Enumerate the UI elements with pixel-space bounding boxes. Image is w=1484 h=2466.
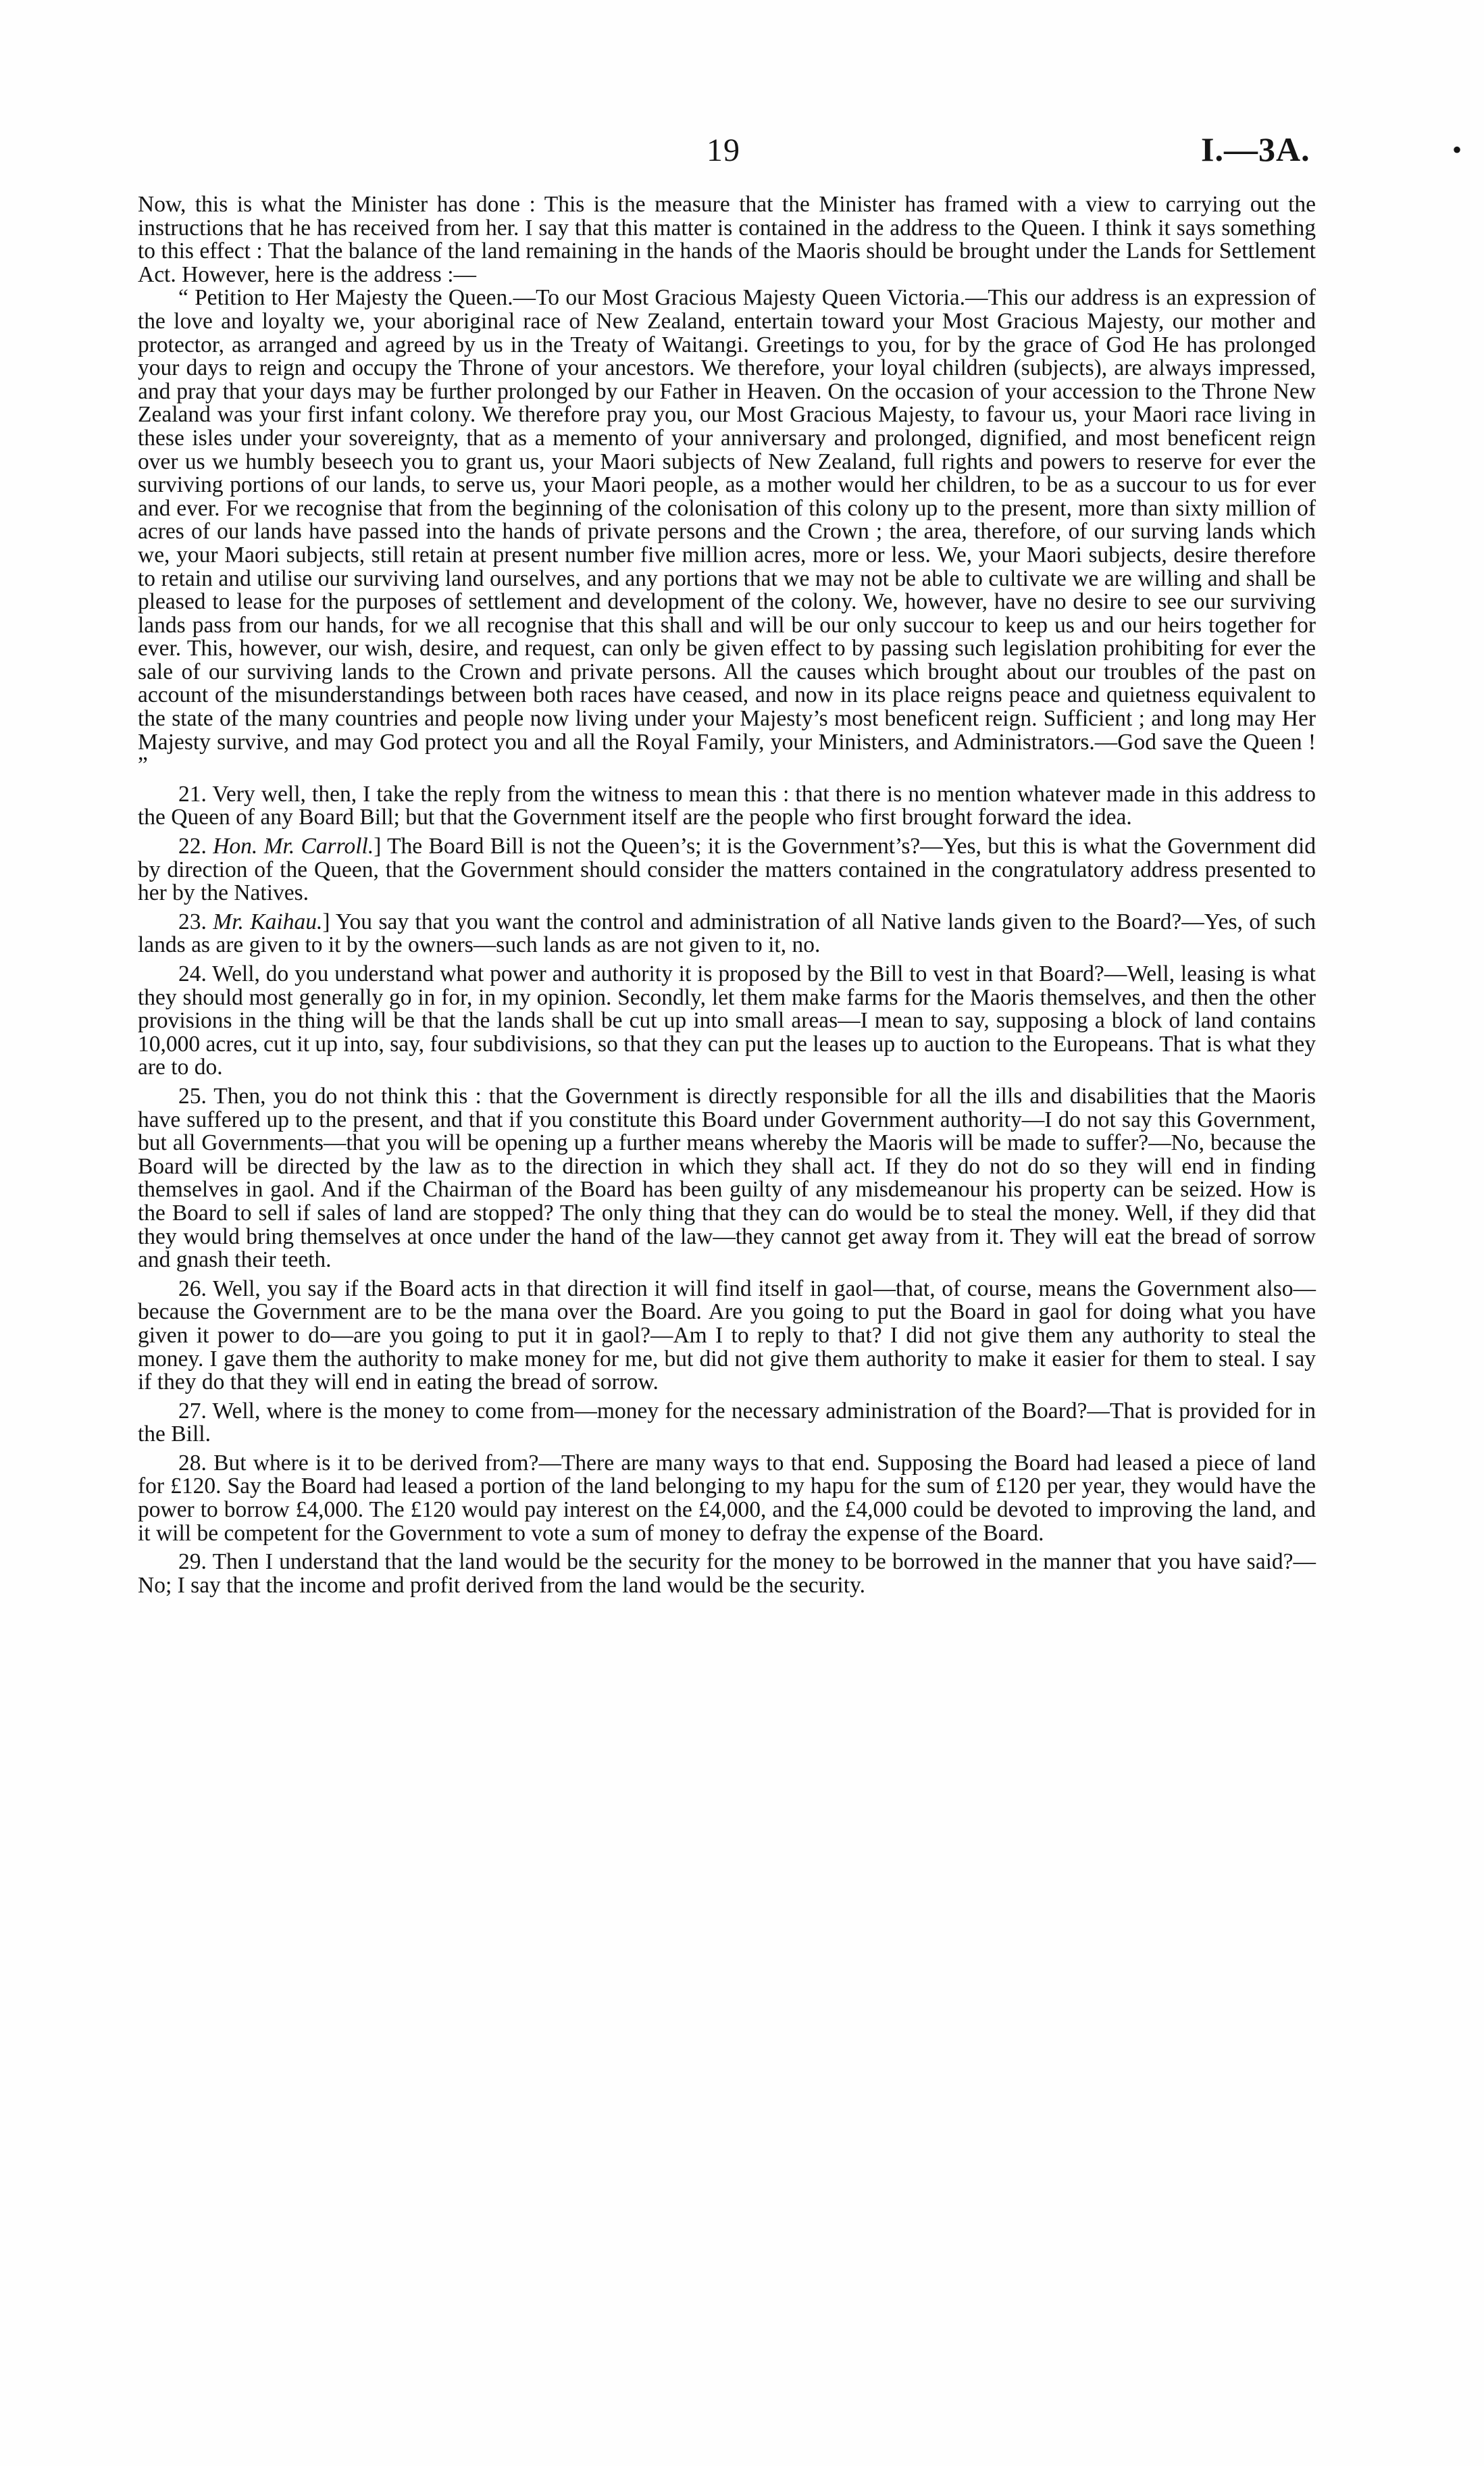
question-26-paragraph: 26. Well, you say if the Board acts in that direction it will find itself in gaol—that, of course, means the Government also—because the Government are to be the mana over the Board. Are you going to put the Board in gaol for doing what you have given it power to do—are you going to put it in gaol?—Am I to reply to that? I did not give them any authority to steal the money. I gave them the authority to make money for me, but did not give them authority to make it easier for them to steal. I say if they do that they will end in eating the bread of sorrow. xyxy=(138,1276,1316,1395)
question-23-paragraph xyxy=(138,911,1316,957)
question-29-paragraph: 29. Then I understand that the land would be the security for the money to be borrowed in the manner that you have said?—No; I say that the income and profit derived from the land would be the security. xyxy=(138,1549,1316,1598)
question-28-paragraph: 28. But where is it to be derived from?—There are many ways to that end. Supposing the Board had leased a piece of land for £120. Say the Board had leased a portion of the land belonging to my hapu for the sum of £120 per year, they would have the power to borrow £4,000. The £120 would pay interest on the £4,000, and the £4,000 could be devoted to improving the land, and it will be competent for the Government to vote a sum of money to defray the expense of the Board. xyxy=(138,1450,1316,1546)
petition-paragraph: “ Petition to Her Majesty the Queen.—To our Most Gracious Majesty Queen Victoria.—This our address is an expression of the love and loyalty we, your aboriginal race of New Zealand, entertain toward your Most Gracious Majesty, our mother and protector, as arranged and agreed by us in the Treaty of Waitangi. Greetings to you, for by the grace of God He has prolonged your days to reign and occupy the Throne of your ancestors. We therefore, your loyal children (subjects), are always impressed, and pray that your days may be further prolonged by our Father in Heaven. On the occasion of your accession to the Throne New Zealand was your first infant colony. We therefore pray you, our Most Gracious Majesty, to favour us, your Maori race living in these isles under your sovereignty, that as a memento of your anniversary and prolonged, dignified, and most beneficent reign over us we humbly beseech you to grant us, your Maori subjects of New Zealand, full rights and powers to reserve for ever the surviving portions of our lands, to serve us, your Maori people, as a mother would her children, to be as a succour to us for ever and ever. For we recognise that from the beginning of the colonisation of this colony up to the present, more than sixty million of acres of our lands have passed into the hands of private persons and the Crown ; the area, therefore, of our surving lands which we, your Maori subjects, still retain at present number five million acres, more or less. We, your Maori subjects, desire therefore to retain and utilise our surviving land ourselves, and any portions that we may not be able to cultivate we are willing and shall be pleased to lease for the purposes of settlement and development of the colony. We, however, have no desire to see our surviving lands pass from our hands, for we all recognise that this shall and will be our only succour to keep us and our heirs together for ever. This, however, our wish, desire, and request, can only be given effect to by passing such legislation prohibiting for ever the sale of our surviving lands to the Crown and private persons. All the causes which brought about our troubles of the past on account of the misunderstandings between both races have ceased, and now in its place reigns peace and quietness equivalent to the state of the many countries and people now living under your Majesty’s most beneficent reign. Sufficient ; and long may Her Majesty survive, and may God protect you and all the Royal Family, your Ministers, and Administrators.—God save the Queen ! ” xyxy=(138,285,1316,778)
page-number: 19 xyxy=(707,132,740,168)
document-body xyxy=(138,193,1316,1597)
speaker-bracket: ] xyxy=(322,909,330,934)
question-text: You say that you want the control and administration of all Native lands given to the Board?—Yes, of such lands as are given to it by the owners—such lands as are not given to it, no. xyxy=(138,909,1316,958)
question-number: 23. xyxy=(178,909,207,934)
intro-paragraph: Now, this is what the Minister has done : This is the measure that the Minister has framed with a view to carrying out the instructions that he has received from her. I say that this matter is contained in the address to the Queen. I think it says something to this effect : That the balance of the land remaining in the hands of the Maoris should be brought under the Lands for Settlement Act. However, here is the address :— xyxy=(138,192,1316,287)
speaker-bracket: ] xyxy=(374,834,382,859)
speaker-name: Hon. Mr. Carroll. xyxy=(213,834,374,859)
question-27-paragraph: 27. Well, where is the money to come from—money for the necessary administration of the Board?—That is provided for in the Bill. xyxy=(138,1398,1316,1447)
speaker-name: Mr. Kaihau. xyxy=(213,909,323,934)
question-text: The Board Bill is not the Queen’s; it is the Government’s?—Yes, but this is what the Government did by direction of the Queen, that the Government should consider the matters contained in the congratulatory address presented to her by the Natives. xyxy=(138,834,1316,906)
question-21-paragraph: 21. Very well, then, I take the reply from the witness to mean this : that there is no mention whatever made in this address to the Queen of any Board Bill; but that the Government itself are the people who first brought forward the idea. xyxy=(138,781,1316,830)
question-22-paragraph xyxy=(138,835,1316,905)
question-25-paragraph: 25. Then, you do not think this : that the Government is directly responsible for all the ills and disabilities that the Maoris have suffered up to the present, and that if you constitute this Board under Government authority—I do not say this Government, but all Governments—that you will be opening up a further means whereby the Maoris will be made to suffer?—No, because the Board will be directed by the law as to the direction in which they shall act. If they do not do so they will end in finding themselves in gaol. And if the Chairman of the Board has been guilty of any misdemeanour his property can be seized. How is the Board to sell if sales of land are stopped? The only thing that they can do would be to steal the money. Well, if they did that they would bring themselves at once under the hand of the law—they cannot get away from it. They will eat the bread of sorrow and gnash their teeth. xyxy=(138,1083,1316,1273)
question-number: 22. xyxy=(178,834,207,859)
question-24-paragraph: 24. Well, do you understand what power and authority it is proposed by the Bill to vest in that Board?—Well, leasing is what they should most generally go in for, in my opinion. Secondly, let them make farms for the Maoris themselves, and then the other provisions in the thing will be that the lands shall be cut up into small areas—I mean to say, supposing a block of land contains 10,000 acres, cut it up into, say, four subdivisions, so that they can put the leases up to auction to the Europeans. That is what they are to do. xyxy=(138,961,1316,1080)
document-reference: I.—3A. xyxy=(1201,130,1310,168)
corner-mark: • xyxy=(1452,134,1462,165)
